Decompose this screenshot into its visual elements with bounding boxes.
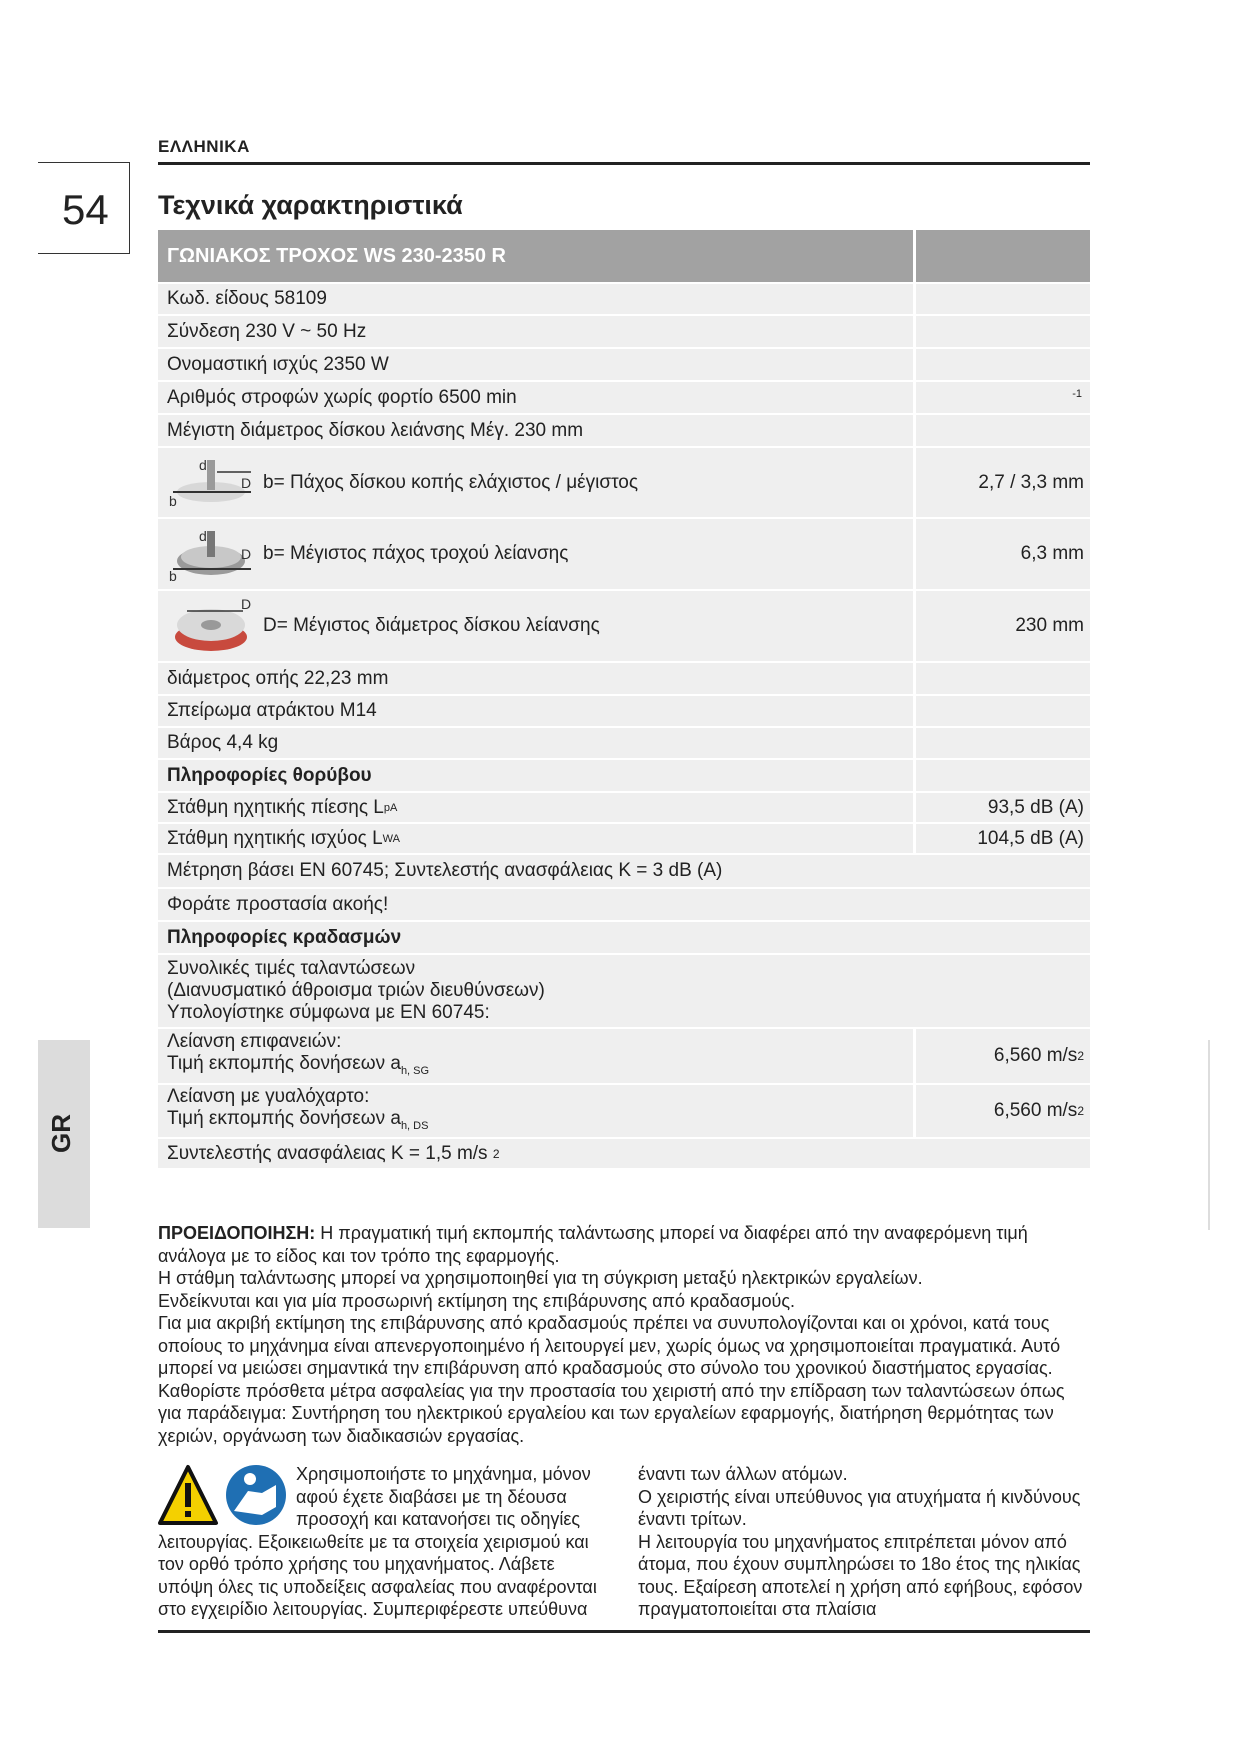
right-text-3: Η λειτουργία του μηχανήματος επιτρέπεται μόνον από άτομα, που έχουν συμπληρώσει το 18ο έτος της ηλικίας τους. Εξαίρεση αποτελεί η χρήση από εφήβους, εφόσον πραγματοποιείται στα πλαίσια (638, 1531, 1083, 1619)
table-row (158, 284, 1090, 316)
table-row: Στάθμη ηχητικής πίεσης L pA 93,5 dB (A) (158, 793, 1090, 824)
grinding-disc-diameter-label: D= Μέγιστος διάμετρος δίσκου λείανσης (263, 615, 600, 636)
page-number: 54 (62, 186, 109, 233)
right-column (638, 1463, 1090, 1621)
warning-text-4: Για μια ακριβή εκτίμηση της επιβάρυνσης από κραδασμούς πρέπει να συνυπολογίζονται και οι χρόνοι, κατά τους οποίους το μηχάνημα είναι απενεργοποιημένο ή λειτουργεί μεν, χωρίς όμως να χρησιμοποιείται πραγματικά. Αυτό μπορεί να μειώσει σημαντικά την επιβάρυνση από κραδασμούς στο σύνολο του χρονικού διαστήματος εργασίας. (158, 1313, 1061, 1378)
warning-text-1: Η πραγματική τιμή εκπομπής ταλάντωσης μπορεί να διαφέρει από την αναφερόμενη τιμή ανάλογα με το είδος και τον τρόπο της εφαρμογής. (158, 1223, 1028, 1266)
table-row: Συντελεστής ανασφάλειας K = 1,5 m/s 2 (158, 1139, 1090, 1170)
warning-text-5: Καθορίστε πρόσθετα μέτρα ασφαλείας για την προστασία του χειριστή από την επίδραση των ταλαντώσεων όπως για παράδειγμα: Συντήρηση του ηλεκτρικού εργαλείου και των εργαλείων εφαρμογής, διατήρηση θερμότητας των χεριών, οργάνωση των διαδικασιών εργασίας. (158, 1380, 1065, 1446)
table-row (158, 955, 1090, 1029)
connection: Σύνδεση 230 V ~ 50 Hz (158, 316, 916, 347)
header-rule (158, 162, 1090, 165)
svg-text:D: D (241, 596, 252, 612)
sanding-value: 6,560 m/s (993, 1100, 1078, 1121)
left-column (158, 1463, 598, 1621)
warning-block (158, 1222, 1090, 1447)
language-tab-label: GR (46, 1114, 76, 1153)
table-row (158, 519, 1090, 591)
vibration-heading: Πληροφορίες κραδασμών (167, 926, 402, 948)
svg-text:D: D (241, 474, 252, 491)
noise-heading: Πληροφορίες θορύβου (158, 760, 916, 791)
right-text-1: έναντι των άλλων ατόμων. (638, 1464, 848, 1484)
sound-power-value: 104,5 dB (A) (977, 827, 1084, 849)
sound-pressure-value: 93,5 dB (A) (987, 796, 1084, 818)
footer-rule (158, 1630, 1090, 1633)
grinding-disc-diameter-icon (167, 595, 255, 657)
table-row (158, 696, 1090, 728)
table-row (158, 889, 1090, 922)
warning-text-3: Ενδείκνυται και για μία προσωρινή εκτίμηση της επιβάρυνσης από κραδασμούς. (158, 1290, 796, 1311)
noise-measurement-note: Μέτρηση βάσει EN 60745; Συντελεστής ανασφάλειας K = 3 dB (A) (167, 860, 723, 881)
spec-table (158, 230, 1090, 1170)
max-disc-diameter: Μέγιστη διάμετρος δίσκου λειάνσης Μέγ. 230 mm (158, 415, 916, 446)
language-header: ΕΛΛΗΝΙΚΑ (158, 137, 250, 156)
table-row (158, 349, 1090, 382)
warning-text-2: Η στάθμη ταλάντωσης μπορεί να χρησιμοποιηθεί για τη σύγκριση μεταξύ ηλεκτρικών εργαλείων. (158, 1268, 923, 1288)
speed-unit-exponent: -1 (1072, 388, 1082, 400)
read-manual-icon (226, 1465, 286, 1525)
margin-line (1208, 1040, 1210, 1230)
surface-grinding-value: 6,560 m/s (993, 1045, 1078, 1066)
cutting-disc-thickness-label: b= Πάχος δίσκου κοπής ελάχιστος / μέγιστος (263, 471, 639, 493)
table-row (158, 415, 1090, 448)
grinding-wheel-thickness-icon (167, 523, 255, 585)
table-heading: ΓΩΝΙΑΚΟΣ ΤΡΟΧΟΣ WS 230-2350 R (158, 230, 916, 282)
sound-power-label: Στάθμη ηχητικής ισχύος L (167, 827, 383, 849)
grinding-disc-diameter-value: 230 mm (1015, 615, 1084, 636)
table-row (158, 316, 1090, 349)
article-number: Κωδ. είδους 58109 (158, 284, 916, 314)
vibration-safety-factor: Συντελεστής ανασφάλειας K = 1,5 m/s (167, 1142, 488, 1164)
table-row (158, 382, 1090, 415)
table-row: Λείανση επιφανειών: Τιμή εκπομπής δονήσεων $a_{h, SG}$ 6,560 m/s 2 (158, 1029, 1090, 1085)
section-row (158, 760, 1090, 793)
svg-text:b: b (169, 568, 177, 584)
right-text-2: Ο χειριστής είναι υπεύθυνος για ατυχήματα ή κινδύνους έναντι τρίτων. (638, 1486, 1081, 1529)
warning-triangle-icon (160, 1467, 216, 1523)
page-title: Τεχνικά χαρακτηριστικά (158, 190, 463, 220)
table-row (158, 855, 1090, 889)
sound-pressure-label: Στάθμη ηχητικής πίεσης L (167, 796, 384, 818)
table-row (158, 663, 1090, 696)
hearing-protection-note: Φοράτε προστασία ακοής! (167, 893, 389, 915)
weight: Βάρος 4,4 kg (158, 728, 916, 758)
grinding-wheel-thickness-label: b= Μέγιστος πάχος τροχού λείανσης (263, 543, 569, 564)
vibration-intro: Συνολικές τιμές ταλαντώσεων (Διανυσματικό άθροισμα τριών διευθύνσεων) Υπολογίστηκε σύμφωνα με EN 60745: (167, 958, 545, 1023)
table-row (158, 728, 1090, 760)
bore-diameter: διάμετρος οπής 22,23 mm (158, 663, 916, 694)
section-row (158, 922, 1090, 955)
table-row (158, 448, 1090, 519)
spindle-thread: Σπείρωμα ατράκτου M14 (158, 696, 916, 726)
table-row: Λείανση με γυαλόχαρτο: Τιμή εκπομπής δονήσεων $a_{h, DS}$ 6,560 m/s 2 (158, 1085, 1090, 1139)
cutting-disc-thickness-icon (167, 452, 255, 514)
grinding-wheel-thickness-value: 6,3 mm (1020, 543, 1084, 564)
cutting-disc-thickness-value: 2,7 / 3,3 mm (978, 471, 1084, 493)
svg-text:D: D (241, 546, 252, 562)
table-heading-row (158, 230, 1090, 284)
rated-power: Ονομαστική ισχύς 2350 W (158, 349, 916, 380)
usage-instructions-text: Χρησιμοποιήστε το μηχάνημα, μόνον αφού έχετε διαβάσει με τη δέουσα προσοχή και κατανοήσει τις οδηγίες λειτουργίας. Εξοικειωθείτε με τα στοιχεία χειρισμού και τον ορθό τρόπο χρήσης του μηχανήματος. Λάβετε υπόψη όλες τις υποδείξεις ασφαλείας που αναφέρονται στο εγχειρίδιο λειτουργίας. Συμπεριφέρεστε υπεύθυνα (158, 1464, 597, 1619)
table-row (158, 591, 1090, 663)
warning-label: ΠΡΟΕΙΔΟΠΟΙΗΣΗ: (158, 1223, 316, 1243)
table-row: Στάθμη ηχητικής ισχύος L WA 104,5 dB (A) (158, 824, 1090, 855)
sanding-label: Λείανση με γυαλόχαρτο: (167, 1085, 370, 1107)
svg-text:d: d (199, 528, 207, 544)
surface-grinding-label: Λείανση επιφανειών: (167, 1030, 342, 1052)
svg-text:d: d (199, 456, 207, 473)
no-load-speed: Αριθμός στροφών χωρίς φορτίο 6500 min (158, 382, 916, 413)
svg-text:b: b (169, 492, 177, 509)
